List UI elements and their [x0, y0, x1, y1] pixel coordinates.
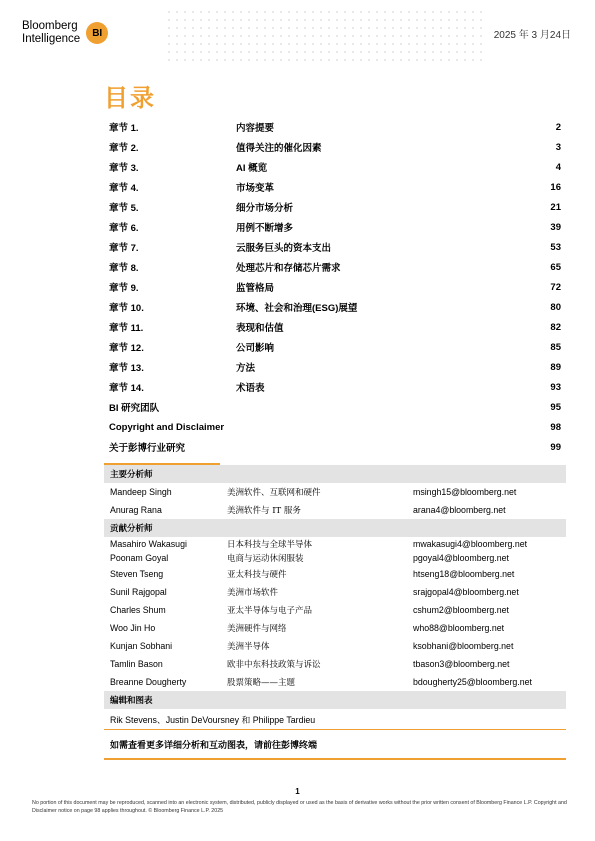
analyst-contacts [104, 463, 566, 760]
toc-page-number: 2 [555, 121, 561, 133]
toc-row[interactable] [109, 417, 561, 437]
toc-section-title: 监管格局 [236, 283, 275, 294]
toc-chapter-label: 章节 10. [109, 303, 144, 314]
toc-row[interactable] [109, 237, 561, 257]
bloomberg-intelligence-logo [22, 20, 108, 46]
toc-chapter-label: 章节 9. [109, 283, 139, 294]
toc-section-title: 值得关注的催化因素 [236, 143, 322, 154]
logo-wordmark [22, 20, 80, 46]
toc-chapter-label: 章节 8. [109, 263, 139, 274]
toc-page-number: 82 [550, 321, 561, 333]
terminal-cta: 如需查看更多详细分析和互动图表，请前往彭博终端 [110, 739, 318, 750]
toc-row[interactable] [109, 137, 561, 157]
analyst-coverage: 美洲软件、互联网和硬件 [227, 488, 321, 498]
toc-section-title: 方法 [236, 363, 256, 374]
toc-row[interactable] [109, 217, 561, 237]
editors-names: Rik Stevens、Justin DeVoursney 和 Philippe Tardieu [110, 714, 316, 725]
toc-section-title: AI 概览 [236, 163, 268, 174]
toc-row[interactable] [109, 277, 561, 297]
toc-section-title: 细分市场分析 [236, 203, 294, 214]
toc-chapter-label: 章节 4. [109, 183, 139, 194]
analyst-name: Anurag Rana [110, 505, 162, 515]
toc-row[interactable] [109, 377, 561, 397]
toc-chapter-label: 章节 3. [109, 163, 139, 174]
toc-section-title: 公司影响 [236, 343, 275, 354]
logo-line-1: Bloomberg [22, 20, 78, 32]
analyst-row [104, 619, 566, 637]
analyst-email-link[interactable]: ksobhani@bloomberg.net [413, 641, 514, 651]
decorative-dot-pattern [165, 8, 485, 64]
toc-page-number: 4 [555, 161, 561, 173]
lead-analysts-list [104, 483, 566, 519]
analyst-name: Breanne Dougherty [110, 677, 187, 687]
contributing-analysts-heading: 贡献分析师 [104, 519, 566, 537]
analyst-coverage: 亚太半导体与电子产品 [227, 606, 313, 616]
toc-chapter-label: 章节 12. [109, 343, 144, 354]
toc-page-number: 93 [550, 381, 561, 393]
report-date: 2025 年 3 月24日 [493, 30, 571, 41]
page-number: 1 [295, 787, 300, 796]
toc-chapter-label: 章节 2. [109, 143, 139, 154]
toc-row[interactable] [109, 177, 561, 197]
page-title: 目录 [104, 85, 156, 112]
toc-section-title: 表现和估值 [236, 323, 284, 334]
analyst-email-link[interactable]: pgoyal4@bloomberg.net [413, 553, 509, 563]
analyst-row [104, 583, 566, 601]
toc-page-number: 3 [555, 141, 561, 153]
analyst-email-link[interactable]: cshum2@bloomberg.net [413, 605, 509, 615]
analyst-row [104, 655, 566, 673]
analyst-name: Mandeep Singh [110, 487, 172, 497]
toc-row[interactable] [109, 117, 561, 137]
analyst-coverage: 电商与运动休闲服装 [227, 554, 304, 564]
bi-badge-icon: BI [86, 22, 108, 44]
toc-row[interactable] [109, 157, 561, 177]
toc-section-title: 处理芯片和存储芯片需求 [236, 263, 341, 274]
toc-page-number: 39 [550, 221, 561, 233]
analyst-coverage: 欧非中东科技政策与诉讼 [227, 660, 321, 670]
analyst-coverage: 美洲半导体 [227, 642, 270, 652]
analyst-name: Steven Tseng [110, 569, 164, 579]
toc-page-number: 21 [550, 201, 561, 213]
toc-page-number: 65 [550, 261, 561, 273]
analyst-email-link[interactable]: who88@bloomberg.net [413, 623, 505, 633]
analyst-email-link[interactable]: srajgopal4@bloomberg.net [413, 587, 519, 597]
toc-chapter-label: 章节 6. [109, 223, 139, 234]
toc-chapter-label: BI 研究团队 [109, 403, 160, 414]
toc-section-title: 市场变革 [236, 183, 275, 194]
analyst-coverage: 亚太科技与硬件 [227, 570, 287, 580]
analyst-name: Kunjan Sobhani [110, 641, 173, 651]
toc-page-number: 89 [550, 361, 561, 373]
analyst-name: Charles Shum [110, 605, 166, 615]
toc-row[interactable] [109, 437, 561, 457]
toc-chapter-label: 章节 13. [109, 363, 144, 374]
toc-row[interactable] [109, 357, 561, 377]
analyst-row [104, 673, 566, 691]
toc-chapter-label: 章节 14. [109, 383, 144, 394]
toc-section-title: 云服务巨头的资本支出 [236, 243, 332, 254]
toc-chapter-label: 章节 5. [109, 203, 139, 214]
toc-page-number: 95 [550, 401, 561, 413]
toc-row[interactable] [109, 337, 561, 357]
analyst-name: Poonam Goyal [110, 553, 169, 563]
analyst-coverage: 日本科技与全球半导体 [227, 540, 313, 550]
editors-heading: 编辑和图表 [104, 691, 566, 709]
analyst-row [104, 537, 566, 551]
toc-section-title: 环境、社会和治理(ESG)展望 [236, 303, 358, 314]
toc-page-number: 98 [550, 421, 561, 433]
analyst-coverage: 美洲软件与 IT 服务 [227, 506, 301, 516]
analyst-name: Sunil Rajgopal [110, 587, 167, 597]
analyst-name: Masahiro Wakasugi [110, 539, 187, 549]
toc-row[interactable] [109, 397, 561, 417]
toc-row[interactable] [109, 297, 561, 317]
toc-chapter-label: 关于彭博行业研究 [109, 443, 186, 454]
divider-bottom [104, 758, 566, 760]
analyst-coverage: 美洲硬件与网络 [227, 624, 287, 634]
analyst-email-link[interactable]: htseng18@bloomberg.net [413, 569, 515, 579]
logo-line-2: Intelligence [22, 33, 81, 45]
analyst-email-link[interactable]: msingh15@bloomberg.net [413, 487, 517, 497]
analyst-email-link[interactable]: arana4@bloomberg.net [413, 505, 506, 515]
analyst-row [104, 565, 566, 583]
analyst-row [104, 501, 566, 519]
analyst-email-link[interactable]: tbason3@bloomberg.net [413, 659, 510, 669]
analyst-row [104, 483, 566, 501]
toc-chapter-label: Copyright and Disclaimer [109, 421, 225, 433]
toc-row[interactable] [109, 197, 561, 217]
toc-row[interactable] [109, 257, 561, 277]
table-of-contents [109, 117, 561, 457]
toc-page-number: 99 [550, 441, 561, 453]
toc-chapter-label: 章节 7. [109, 243, 139, 254]
toc-chapter-label: 章节 1. [109, 123, 139, 134]
toc-row[interactable] [109, 317, 561, 337]
analyst-name: Tamlin Bason [110, 659, 163, 669]
lead-analysts-heading: 主要分析师 [104, 465, 566, 483]
analyst-row [104, 551, 566, 565]
toc-page-number: 85 [550, 341, 561, 353]
toc-section-title: 用例不断增多 [236, 223, 294, 234]
analyst-email-link[interactable]: bdougherty25@bloomberg.net [413, 677, 532, 687]
contributing-analysts-list [104, 537, 566, 691]
analyst-row [104, 637, 566, 655]
toc-page-number: 53 [550, 241, 561, 253]
toc-page-number: 72 [550, 281, 561, 293]
toc-page-number: 80 [550, 301, 561, 313]
analyst-email-link[interactable]: mwakasugi4@bloomberg.net [413, 539, 528, 549]
toc-chapter-label: 章节 11. [109, 323, 144, 334]
disclaimer-text: No portion of this document may be reproduced, scanned into an electronic system, distributed, publicly displayed or used as the basis of derivative works without the prior written consent of Bloomberg Finance L.P. Copyright and Disclaimer notice on page 98 applies throughout. © Bloomberg Finance L.P. 2025 [32, 800, 567, 814]
toc-section-title: 内容提要 [236, 123, 275, 134]
analyst-name: Woo Jin Ho [110, 623, 156, 633]
analyst-coverage: 股票策略——主题 [227, 678, 296, 688]
analyst-coverage: 美洲市场软件 [227, 588, 279, 598]
analyst-row [104, 601, 566, 619]
toc-page-number: 16 [550, 181, 561, 193]
toc-section-title: 术语表 [236, 383, 265, 394]
